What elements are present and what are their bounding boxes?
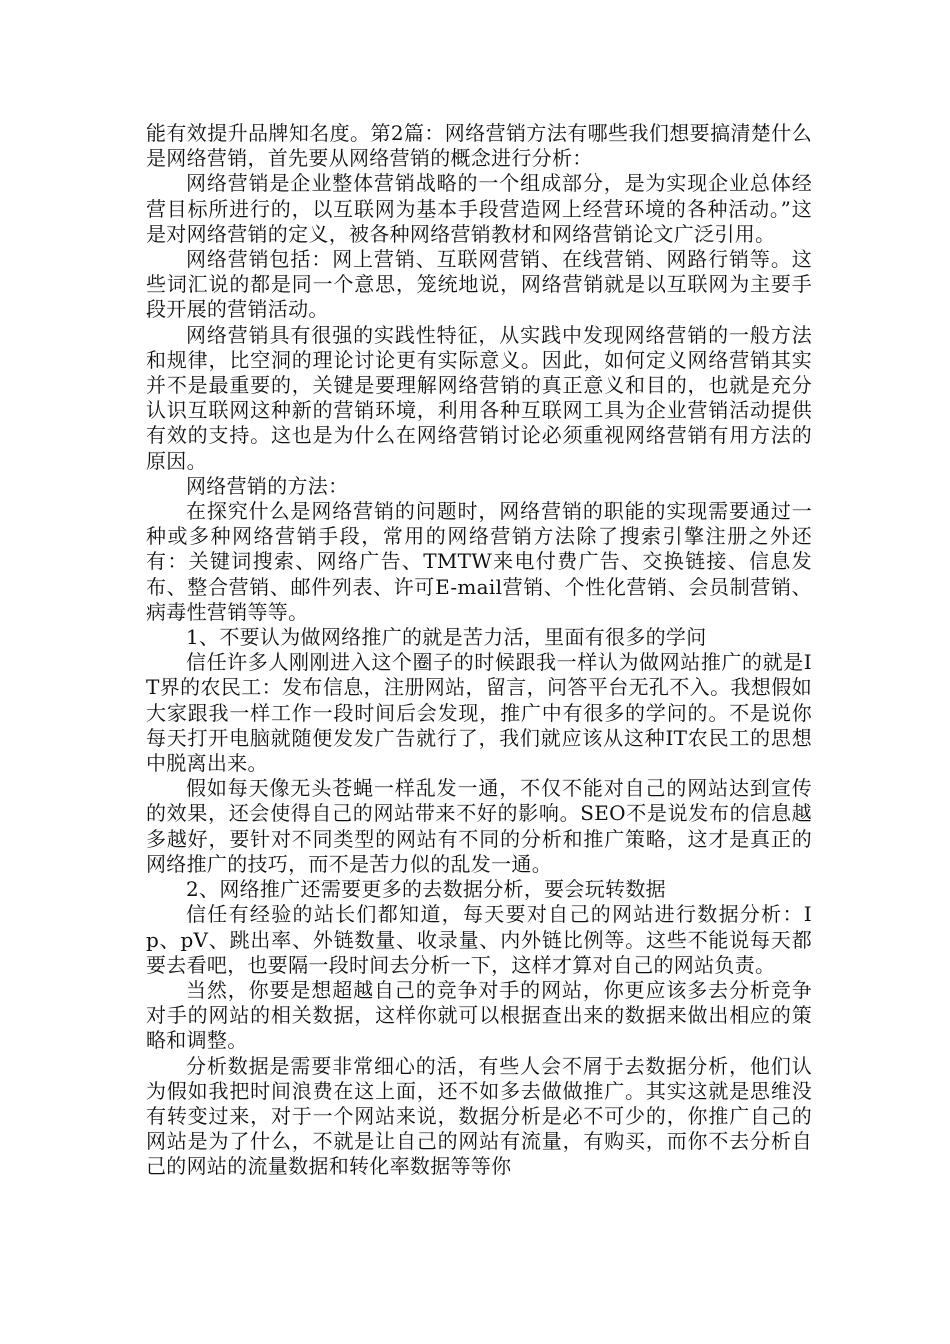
- section-heading-1: 1、不要认为做网络推广的就是苦力活，里面有很多的学问: [186, 625, 707, 650]
- section-heading-methods: 网络营销的方法：: [186, 473, 349, 498]
- paragraph-3: 网络营销包括：网上营销、互联网营销、在线营销、网路行销等。这些词汇说的都是同一个意思，笼统地说，网络营销就是以互联网为主要手段开展的营销活动。: [146, 247, 812, 322]
- paragraph-10: 分析数据是需要非常细心的活，有些人会不屑于去数据分析，他们认为假如我把时间浪费在这上面，还不如多去做做推广。其实这就是思维没有转变过来，对于一个网站来说，数据分析是必不可少的，你推广自己的网站是为了什么，不就是让自己的网站有流量，有购买，而你不去分析自己的网站的流量数据和转化率数据等等你: [146, 1053, 812, 1179]
- document-body: [146, 121, 812, 1180]
- paragraph-2: 网络营销是企业整体营销战略的一个组成部分，是为实现企业总体经营目标所进行的，以互联网为基本手段营造网上经营环境的各种活动。”这是对网络营销的定义，被各种网络营销教材和网络营销论文广泛引用。: [146, 171, 812, 246]
- paragraph-9: 当然，你要是想超越自己的竞争对手的网站，你更应该多去分析竞争对手的网站的相关数据，这样你就可以根据查出来的数据来做出相应的策略和调整。: [146, 977, 812, 1053]
- paragraph-8: 信任有经验的站长们都知道，每天要对自己的网站进行数据分析：Ip、pV、跳出率、外链数量、收录量、内外链比例等。这些不能说每天都要去看吧，也要隔一段时间去分析一下，这样才算对自己的网站负责。: [146, 902, 812, 977]
- section-heading-2: 2、网络推广还需要更多的去数据分析，要会玩转数据: [186, 877, 666, 902]
- paragraph-1: 能有效提升品牌知名度。第2篇：网络营销方法有哪些我们想要搞清楚什么是网络营销，首先要从网络营销的概念进行分析：: [146, 121, 812, 171]
- paragraph-6: 信任许多人刚刚进入这个圈子的时候跟我一样认为做网站推广的就是IT界的农民工：发布信息，注册网站，留言，问答平台无孔不入。我想假如大家跟我一样工作一段时间后会发现，推广中有很多的学问的。不是说你每天打开电脑就随便发发广告就行了，我们就应该从这种IT农民工的思想中脱离出来。: [146, 650, 812, 776]
- paragraph-7: 假如每天像无头苍蝇一样乱发一通，不仅不能对自己的网站达到宣传的效果，还会使得自己的网站带来不好的影响。SEO不是说发布的信息越多越好，要针对不同类型的网站有不同的分析和推广策略，这才是真正的网络推广的技巧，而不是苦力似的乱发一通。: [146, 776, 812, 876]
- paragraph-5: 在探究什么是网络营销的问题时，网络营销的职能的实现需要通过一种或多种网络营销手段，常用的网络营销方法除了搜索引擎注册之外还有：关键词搜索、网络广告、TMTW来电付费广告、交换链接、信息发布、整合营销、邮件列表、许可E-mail营销、个性化营销、会员制营销、病毒性营销等等。: [146, 499, 812, 624]
- paragraph-4: 网络营销具有很强的实践性特征，从实践中发现网络营销的一般方法和规律，比空洞的理论讨论更有实际意义。因此，如何定义网络营销其实并不是最重要的，关键是要理解网络营销的真正意义和目的，也就是充分认识互联网这种新的营销环境，利用各种互联网工具为企业营销活动提供有效的支持。这也是为什么在网络营销讨论必须重视网络营销有用方法的原因。: [146, 322, 812, 473]
